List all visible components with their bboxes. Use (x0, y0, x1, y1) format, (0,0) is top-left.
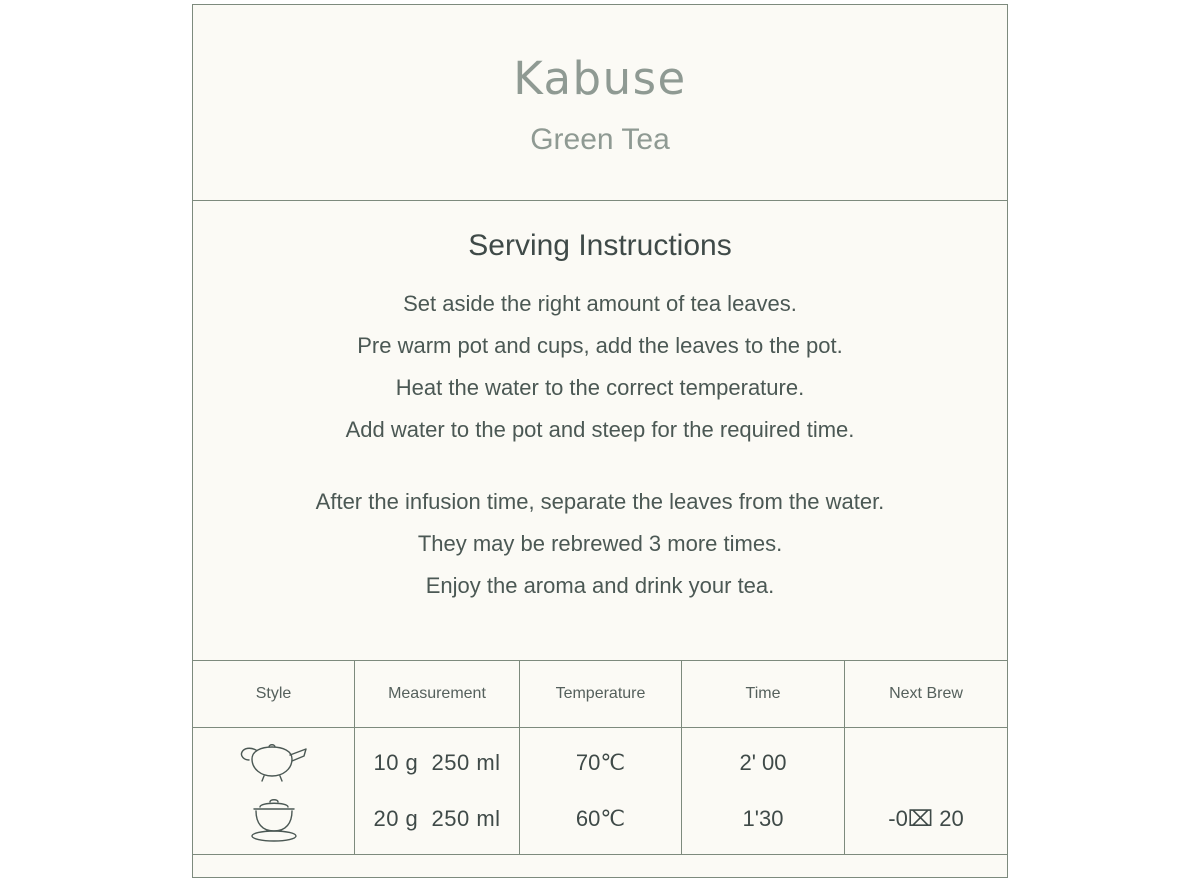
instructions-heading: Serving Instructions (468, 229, 732, 262)
instruction-line: Heat the water to the correct temperature. (395, 375, 805, 400)
column-header-style: Style (193, 661, 355, 727)
paragraph-spacer (213, 451, 987, 481)
time-cell (682, 728, 845, 854)
instruction-line: They may be rebrewed 3 more times. (417, 531, 783, 556)
time-value: 2' 00 (739, 750, 787, 775)
instruction-line: After the infusion time, separate the leaves from the water. (315, 489, 885, 514)
measurement-cell (355, 728, 520, 854)
table-body (193, 728, 1007, 854)
card-header (193, 5, 1007, 201)
gaiwan-icon (234, 791, 314, 847)
measurement-value: 10 g 250 ml (373, 750, 501, 775)
table-row (193, 728, 1007, 854)
temperature-value: 70℃ (575, 750, 626, 775)
table-footer-strip (193, 854, 1007, 877)
temperature-cell (520, 728, 682, 854)
column-header-temperature: Temperature (520, 661, 682, 727)
next-brew-cell (845, 728, 1007, 854)
temperature-value: 60℃ (575, 806, 626, 831)
table-header-row (193, 661, 1007, 728)
brewing-table (193, 660, 1007, 877)
brand-subtitle: Green Tea (530, 123, 670, 156)
column-header-next-brew: Next Brew (889, 685, 963, 702)
instruction-line: Set aside the right amount of tea leaves. (403, 291, 797, 316)
serving-instructions (193, 201, 1007, 617)
style-cell (193, 728, 355, 854)
column-header-time: Time (682, 661, 845, 727)
instruction-line: Pre warm pot and cups, add the leaves to the pot. (357, 333, 843, 358)
time-value: 1'30 (742, 806, 784, 831)
instruction-line: Enjoy the aroma and drink your tea. (425, 573, 775, 598)
teapot-icon (234, 735, 314, 791)
next-brew-value: -0⌧ 20 (888, 806, 964, 831)
instruction-line: Add water to the pot and steep for the required time. (345, 417, 855, 442)
measurement-value: 20 g 250 ml (373, 806, 501, 831)
brand-title: Kabuse (513, 52, 687, 105)
tea-instruction-card (192, 4, 1008, 878)
column-header-measurement: Measurement (355, 661, 520, 727)
